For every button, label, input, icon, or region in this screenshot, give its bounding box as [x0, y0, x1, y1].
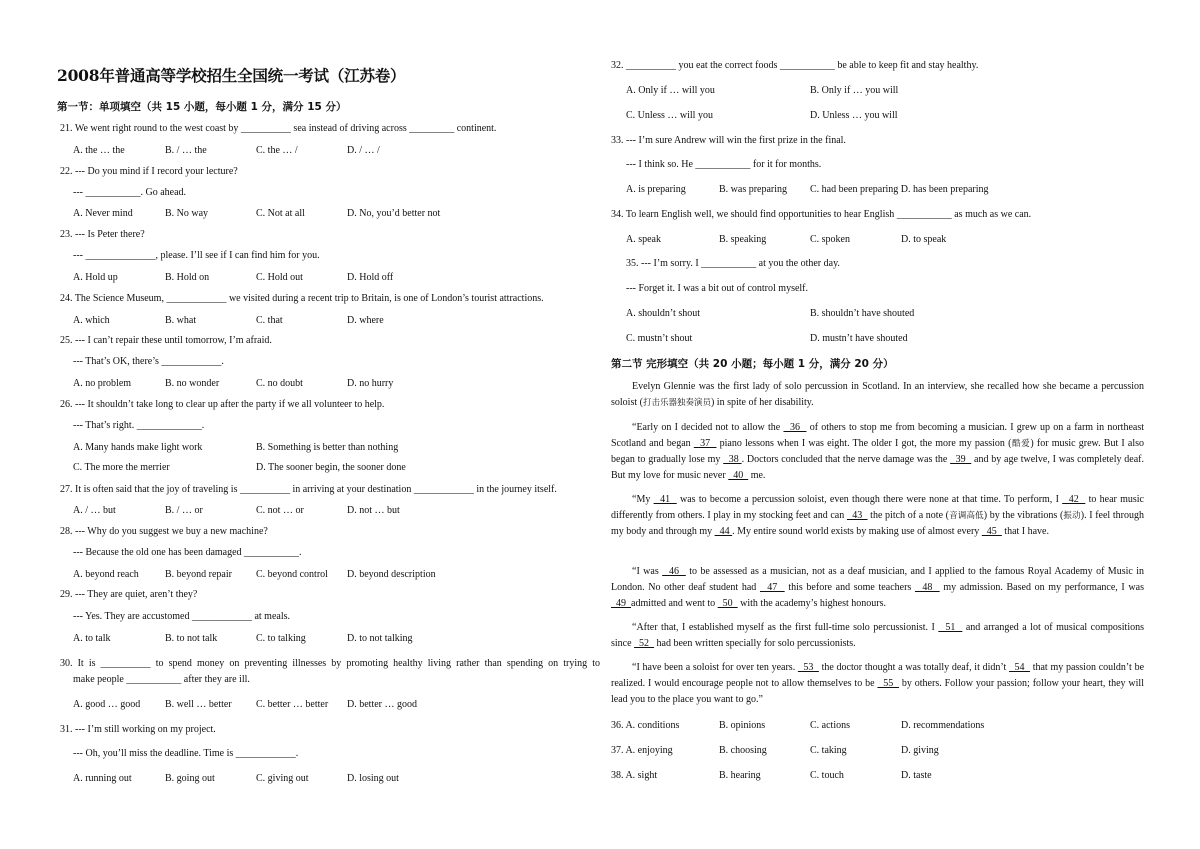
q37-option-b[interactable]: B. choosing [719, 745, 767, 756]
q35-line2: --- Forget it. I was a bit out of control myself. [626, 283, 809, 294]
blank-44[interactable]: 44 [714, 526, 733, 537]
q35-option-b[interactable]: B. shouldn’t have shouted [810, 308, 915, 319]
q22-line2: --- ___________. Go ahead. [73, 187, 187, 198]
page-title: 2008年普通高等学校招生全国统一考试（江苏卷） [57, 66, 406, 85]
q28-stem: 28. --- Why do you suggest we buy a new machine? [60, 526, 268, 537]
blank-37[interactable]: 37 [693, 438, 717, 449]
q22-option-b[interactable]: B. No way [165, 208, 209, 219]
q30-option-a[interactable]: A. good … good [73, 699, 141, 710]
blank-38[interactable]: 38 [723, 454, 742, 465]
q29-option-b[interactable]: B. to not talk [165, 633, 218, 644]
q25-option-d[interactable]: D. no hurry [347, 378, 394, 389]
q26-option-c[interactable]: C. The more the merrier [73, 462, 170, 473]
blank-41[interactable]: 41 [653, 494, 677, 505]
q36-option-d[interactable]: D. recommendations [901, 720, 985, 731]
q24-option-b[interactable]: B. what [165, 315, 197, 326]
passage-paragraph-1: Evelyn Glennie was the first lady of solo percussion in Scotland. In an interview, she recalled how she became a percussion soloist (打击乐器独奏演员) in spite of her disability. [611, 381, 1144, 408]
q26-option-b[interactable]: B. Something is better than nothing [256, 442, 399, 453]
q29-option-a[interactable]: A. to talk [73, 633, 111, 644]
q33-option-cd[interactable]: C. had been preparing D. has been preparing [810, 184, 989, 195]
blank-54[interactable]: 54 [1009, 662, 1030, 673]
q21-option-d[interactable]: D. / … / [347, 145, 380, 156]
q23-stem: 23. --- Is Peter there? [60, 229, 145, 240]
q37-option-d[interactable]: D. giving [901, 745, 939, 756]
q25-option-a[interactable]: A. no problem [73, 378, 132, 389]
q23-line2: --- ______________, please. I’ll see if I can find him for you. [73, 250, 320, 261]
q24-stem: 24. The Science Museum, ____________ we visited during a recent trip to Britain, is one of London’s tourist attractions. [60, 293, 544, 304]
q25-option-b[interactable]: B. no wonder [165, 378, 220, 389]
q35-option-d[interactable]: D. mustn’t have shouted [810, 333, 908, 344]
blank-45[interactable]: 45 [981, 526, 1002, 537]
passage-paragraph-5: “After that, I established myself as the first full-time solo percussionist. I 51 and arranged a lot of musical compositions since 52 had been written specially for solo percussionists. [611, 622, 1145, 649]
q31-option-a[interactable]: A. running out [73, 773, 132, 784]
q24-option-a[interactable]: A. which [73, 315, 110, 326]
q25-stem: 25. --- I can’t repair these until tomorrow, I’m afraid. [60, 335, 272, 346]
q34-option-a[interactable]: A. speak [626, 234, 661, 245]
q38-option-a[interactable]: 38. A. sight [611, 770, 658, 781]
q36-option-c[interactable]: C. actions [810, 720, 850, 731]
q27-option-b[interactable]: B. / … or [165, 505, 203, 516]
q33-stem: 33. --- I’m sure Andrew will win the first prize in the final. [611, 135, 846, 146]
q21-stem: 21. We went right round to the west coast by __________ sea instead of driving across _________ continent. [60, 123, 497, 134]
q31-option-c[interactable]: C. giving out [256, 773, 309, 784]
q21-option-c[interactable]: C. the … / [256, 145, 298, 156]
q27-stem: 27. It is often said that the joy of traveling is __________ in arriving at your destination ____________ in the journey itself. [60, 484, 557, 495]
q26-line2: --- That’s right. _____________. [73, 420, 205, 431]
q35-option-c[interactable]: C. mustn’t shout [626, 333, 693, 344]
q28-option-a[interactable]: A. beyond reach [73, 569, 139, 580]
q24-option-d[interactable]: D. where [347, 315, 384, 326]
q21-option-b[interactable]: B. / … the [165, 145, 207, 156]
q32-option-d[interactable]: D. Unless … you will [810, 110, 898, 121]
q27-option-c[interactable]: C. not … or [256, 505, 304, 516]
q36-option-a[interactable]: 36. A. conditions [611, 720, 680, 731]
q34-option-b[interactable]: B. speaking [719, 234, 767, 245]
q30-option-d[interactable]: D. better … good [347, 699, 417, 710]
section1-heading: 第一节：单项填空（共 15 小题，每小题 1 分，满分 15 分） [57, 101, 347, 113]
q28-line2: --- Because the old one has been damaged ___________. [73, 547, 302, 558]
q32-option-b[interactable]: B. Only if … you will [810, 85, 899, 96]
q31-option-d[interactable]: D. losing out [347, 773, 399, 784]
q34-option-c[interactable]: C. spoken [810, 234, 850, 245]
q37-option-a[interactable]: 37. A. enjoying [611, 745, 673, 756]
q31-stem: 31. --- I’m still working on my project. [60, 724, 216, 735]
q32-stem: 32. __________ you eat the correct foods ___________ be able to keep fit and stay healthy. [611, 60, 979, 71]
q30-option-c[interactable]: C. better … better [256, 699, 329, 710]
q35-stem: 35. --- I’m sorry. I ___________ at you the other day. [626, 258, 840, 269]
q22-stem: 22. --- Do you mind if I record your lecture? [60, 166, 238, 177]
q26-stem: 26. --- It shouldn’t take long to clear up after the party if we all volunteer to help. [60, 399, 385, 410]
blank-40[interactable]: 40 [728, 470, 749, 481]
blank-51[interactable]: 51 [938, 622, 963, 633]
q33-option-b[interactable]: B. was preparing [719, 184, 788, 195]
passage-paragraph-2: “Early on I decided not to allow the 36 of others to stop me from becoming a musician. I grew up on a farm in northeast Scotland and began 37 piano lessons when I was eight. The older I got, the more my passion (酷爱) for music grew. But I also began to gradually lose my 38 . Doctors concluded that the nerve damage was the 39 and by age twelve, I was completely deaf. But my love for music never 40 me. [611, 422, 1145, 481]
q27-option-d[interactable]: D. not … but [347, 505, 400, 516]
blank-50[interactable]: 50 [717, 598, 738, 609]
blank-52[interactable]: 52 [634, 638, 655, 649]
q32-option-a[interactable]: A. Only if … will you [626, 85, 715, 96]
q30-line2: make people ___________ after they are ill. [73, 674, 250, 685]
q25-line2: --- That’s OK, there’s ____________. [73, 356, 224, 367]
q23-option-c[interactable]: C. Hold out [256, 272, 303, 283]
blank-43[interactable]: 43 [846, 510, 868, 521]
q26-option-a[interactable]: A. Many hands make light work [73, 442, 203, 453]
q28-option-c[interactable]: C. beyond control [256, 569, 328, 580]
q38-option-b[interactable]: B. hearing [719, 770, 761, 781]
blank-46[interactable]: 46 [662, 566, 686, 577]
q38-option-d[interactable]: D. taste [901, 770, 932, 781]
q31-option-b[interactable]: B. going out [165, 773, 215, 784]
q32-option-c[interactable]: C. Unless … will you [626, 110, 713, 121]
q28-option-b[interactable]: B. beyond repair [165, 569, 232, 580]
q28-option-d[interactable]: D. beyond description [347, 569, 436, 580]
section2-heading: 第二节 完形填空（共 20 小题；每小题 1 分，满分 20 分） [611, 358, 894, 370]
q23-option-b[interactable]: B. Hold on [165, 272, 210, 283]
blank-36[interactable]: 36 [783, 422, 807, 433]
q38-option-c[interactable]: C. touch [810, 770, 844, 781]
q29-option-c[interactable]: C. to talking [256, 633, 306, 644]
passage-paragraph-4: “I was 46 to be assessed as a musician, not as a deaf musician, and I applied to the famous Royal Academy of Music in London. No other deaf student had 47 this before and some teachers 48 my admission. Based on my performance, I was 49 admitted and went to 50 with the academy’s highest honours. [611, 566, 1144, 609]
q29-stem: 29. --- They are quiet, aren’t they? [60, 589, 198, 600]
q34-option-d[interactable]: D. to speak [901, 234, 947, 245]
passage-paragraph-3: “My 41 was to become a percussion soloist, even though there were none at that time. To perform, I 42 to hear music differently from others. I play in my stocking feet and can 43 the pitch of a note (音调高低) by the vibrations (振动). I feel through my body and through my 44 . My entire sound world exists by making use of almost every 45 that I have. [611, 494, 1144, 537]
q33-option-a[interactable]: A. is preparing [626, 184, 686, 195]
q26-option-d[interactable]: D. The sooner begin, the sooner done [256, 462, 406, 473]
q29-option-d[interactable]: D. to not talking [347, 633, 413, 644]
q30-stem: 30. It is __________ to spend money on preventing illnesses by promoting healthy living rather than spending on trying to [60, 658, 600, 669]
q37-option-c[interactable]: C. taking [810, 745, 847, 756]
q22-option-d[interactable]: D. No, you’d better not [347, 208, 441, 219]
blank-53[interactable]: 53 [797, 662, 819, 673]
q22-option-a[interactable]: A. Never mind [73, 208, 133, 219]
blank-49[interactable]: 49 [611, 598, 631, 609]
q36-option-b[interactable]: B. opinions [719, 720, 766, 731]
q27-option-a[interactable]: A. / … but [73, 505, 116, 516]
q35-option-a[interactable]: A. shouldn’t shout [626, 308, 700, 319]
q31-line2: --- Oh, you’ll miss the deadline. Time is ____________. [73, 748, 299, 759]
blank-48[interactable]: 48 [914, 582, 940, 593]
q23-option-a[interactable]: A. Hold up [73, 272, 118, 283]
q25-option-c[interactable]: C. no doubt [256, 378, 303, 389]
blank-55[interactable]: 55 [877, 678, 899, 689]
q30-option-b[interactable]: B. well … better [165, 699, 232, 710]
q21-option-a[interactable]: A. the … the [73, 145, 125, 156]
blank-47[interactable]: 47 [759, 582, 785, 593]
blank-42[interactable]: 42 [1062, 494, 1086, 505]
q23-option-d[interactable]: D. Hold off [347, 272, 394, 283]
passage-paragraph-6: “I have been a soloist for over ten years. 53 the doctor thought a was totally deaf, it didn’t 54 that my passion couldn’t be realized. I would encourage people not to allow themselves to be 55 by others. Follow your passion; follow your heart, they will lead you to the place you want to go.” [611, 662, 1145, 705]
q24-option-c[interactable]: C. that [256, 315, 283, 326]
q29-line2: --- Yes. They are accustomed ____________ at meals. [73, 611, 290, 622]
q33-line2: --- I think so. He ___________ for it for months. [626, 159, 822, 170]
q22-option-c[interactable]: C. Not at all [256, 208, 305, 219]
blank-39[interactable]: 39 [950, 454, 972, 465]
q34-stem: 34. To learn English well, we should find opportunities to hear English ___________ as much as we can. [611, 209, 1032, 220]
